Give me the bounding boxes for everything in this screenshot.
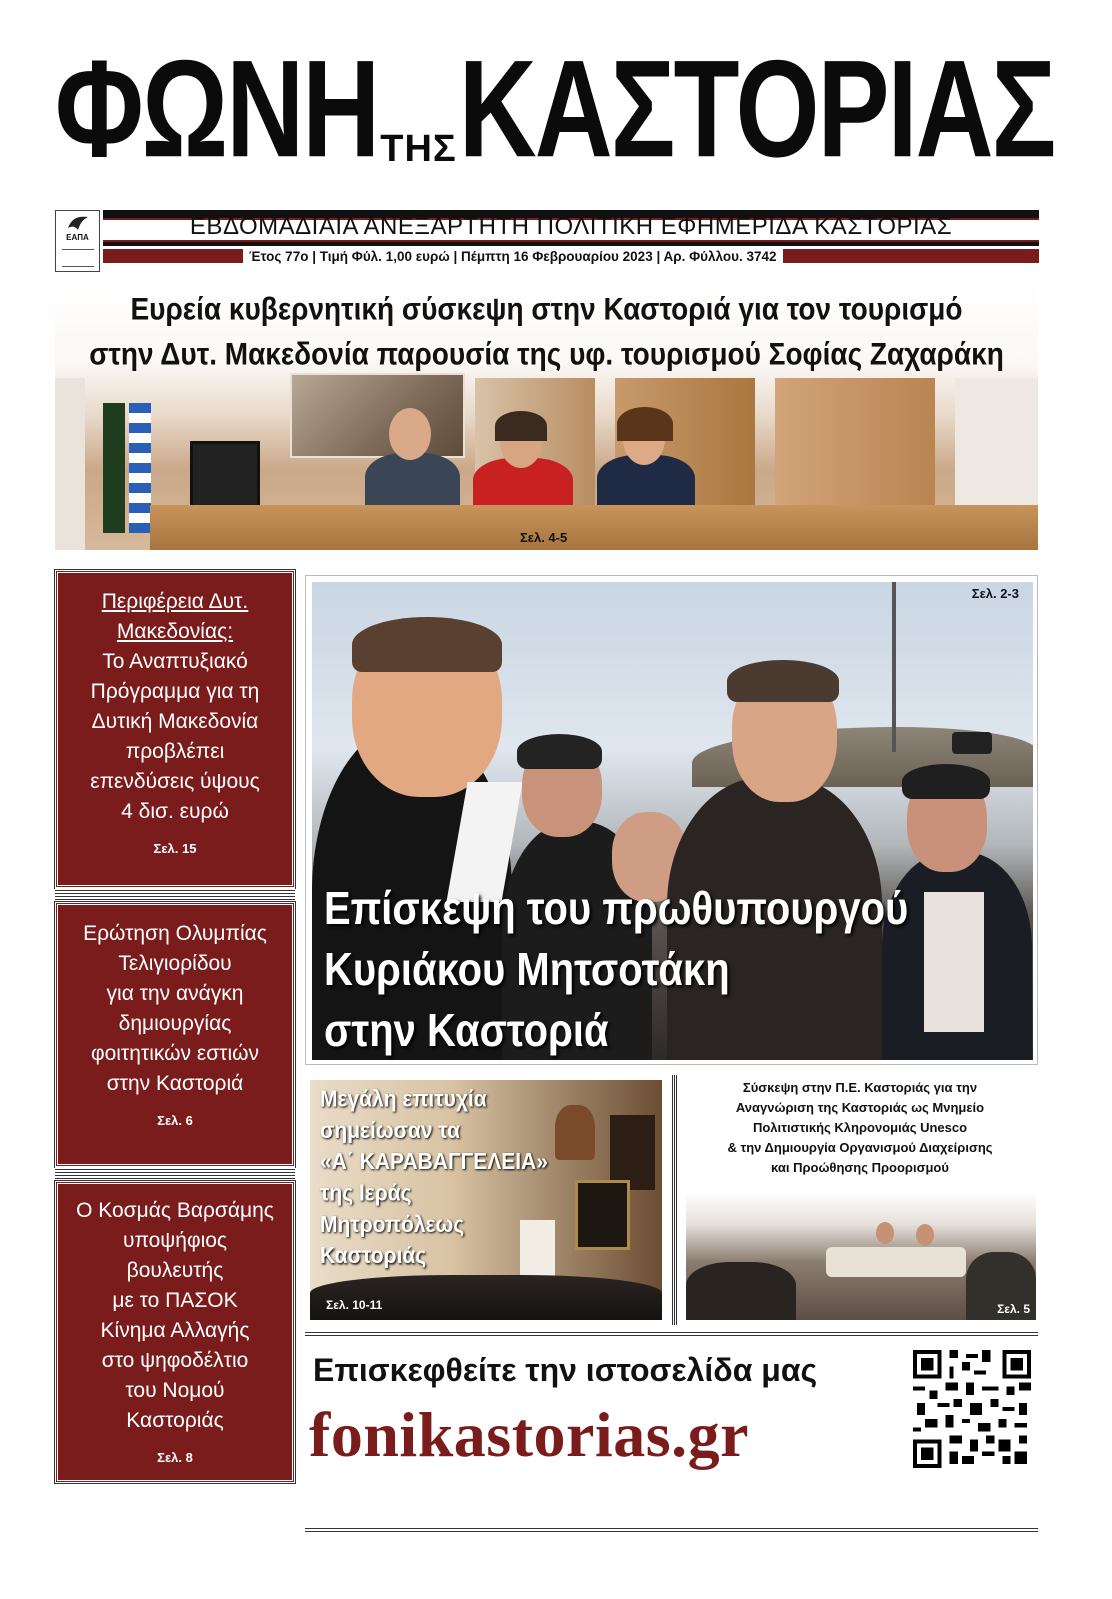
logo-lines [62,249,94,267]
unesco-line-5: και Προώθησης Προορισμού [771,1160,949,1175]
side-story-1-body-line-2: Πρόγραμμα για τη [90,680,260,703]
issue-info: Έτος 77ο | Τιμή Φύλ. 1,00 ευρώ | Πέμπτη 16 Φεβρουαρίου 2023 | Αρ. Φύλλου. 3742 [243,247,783,267]
side-story-3-line-4: με το ΠΑΣΟΚ [112,1289,238,1312]
side-story-3-line-8: Καστοριάς [126,1409,224,1432]
newspaper-masthead [55,30,1055,195]
side-story-2-line-3: για την ανάγκη [106,982,244,1005]
side-story-2-line-6: στην Καστοριά [106,1072,244,1095]
side-story-2-line-5: φοιτητικών εστιών [90,1042,260,1065]
hero-headline-line-2: στην Δυτ. Μακεδονία παρουσία της υφ. τουρισμού Σοφίας Ζαχαράκη [89,336,1004,371]
main-headline-line-1: Επίσκεψη του πρωθυπουργού [324,883,909,935]
side-story-3-line-6: στο ψηφοδέλτιο [101,1349,249,1372]
bird-icon [66,214,90,232]
main-headline-line-3: στην Καστοριά [324,1005,609,1057]
newspaper-subtitle: ΕΒΔΟΜΑΔΙΑΙΑ ΑΝΕΞΑΡΤΗΤΗ ΠΟΛΙΤΙΚΗ ΕΦΗΜΕΡΙΔΑ ΚΑΣΤΟΡΙΑΣ [189,213,953,240]
side-story-telligioridou[interactable] [55,902,295,1167]
subtitle-bar [103,210,1039,246]
karavaggeleia-line-6: Καστοριάς [320,1243,427,1269]
masthead-word-kastorias: ΚΑΣΤΟΡΙΑΣ [458,30,1055,186]
karavaggeleia-headline [320,1084,548,1272]
karavaggeleia-line-1: Μεγάλη επιτυχία [320,1086,487,1112]
hero-page-ref: Σελ. 4-5 [520,530,568,545]
publisher-logo [55,210,100,272]
side-story-3-line-1: Ο Κοσμάς Βαρσάμης [76,1199,274,1222]
column-divider [55,888,295,902]
karavaggeleia-page-ref: Σελ. 10-11 [326,1298,383,1312]
side-story-3-line-2: υποψήφιος [122,1229,228,1252]
side-story-varsamis[interactable] [55,1181,295,1483]
side-story-region[interactable] [55,570,295,888]
unesco-line-3: Πολιτιστικής Κληρονομιάς Unesco [752,1120,968,1135]
karavaggeleia-line-2: σημείωσαν τα [320,1117,461,1144]
karavaggeleia-line-3: «Α΄ ΚΑΡΑΒΑΓΓΕΛΕΙΑ» [320,1148,548,1175]
karavaggeleia-line-4: της Ιεράς [320,1180,412,1207]
issue-info-bar [103,247,1039,267]
monitor [190,441,260,511]
side-story-3-line-7: του Νομού [125,1379,225,1402]
unesco-line-2: Αναγνώριση της Καστοριάς ως Μνημείο [735,1100,985,1115]
unesco-page-ref: Σελ. 5 [997,1302,1030,1316]
side-story-2-line-1: Ερώτηση Ολυμπίας [83,922,267,945]
main-headline-line-2: Κυριάκου Μητσοτάκη [324,944,730,996]
karavaggeleia-line-5: Μητροπόλεως [320,1211,465,1238]
hero-headline [55,287,1038,377]
side-story-1-body-line-5: επενδύσεις ύψους [90,770,260,793]
side-story-1-title-line-1: Περιφέρεια Δυτ. [101,590,249,613]
projection-screen [290,373,465,458]
unesco-line-4: & την Δημιουργία Οργανισμού Διαχείρισης [727,1140,993,1155]
side-story-3-line-5: Κίνημα Αλλαγής [100,1319,250,1342]
side-story-2-page-ref: Σελ. 6 [157,1113,193,1128]
conference-desk [150,505,1038,550]
side-story-1-title-line-2: Μακεδονίας: [116,620,234,643]
column-divider [55,1167,295,1181]
masthead-word-tis: ΤΗΣ [380,128,457,170]
flag [103,403,125,533]
masthead-word-foni: ΦΩΝΗ [55,30,379,186]
main-story-headline [324,879,908,1062]
unesco-story-text[interactable] [690,1078,1030,1178]
website-promo[interactable] [305,1332,1038,1532]
side-story-2-line-4: δημιουργίας [118,1012,232,1035]
hero-story[interactable] [55,283,1038,550]
side-story-1-body-line-4: προβλέπει [125,740,225,763]
website-url[interactable]: fonikastorias.gr [309,1399,749,1470]
side-story-1-body-line-3: Δυτική Μακεδονία [91,710,259,733]
column-divider [672,1075,678,1325]
side-story-1-body-line-6: 4 δισ. ευρώ [121,800,229,823]
main-story[interactable] [305,575,1038,1065]
website-promo-title: Επισκεφθείτε την ιστοσελίδα μας [313,1352,818,1388]
unesco-story-photo[interactable] [686,1192,1036,1320]
unesco-line-1: Σύσκεψη στην Π.Ε. Καστοριάς για την [742,1080,978,1095]
side-story-1-body-line-1: Το Αναπτυξιακό [102,650,248,673]
karavaggeleia-story[interactable] [310,1080,662,1320]
main-story-page-ref: Σελ. 2-3 [971,586,1019,601]
side-story-3-page-ref: Σελ. 8 [157,1450,193,1465]
side-story-1-page-ref: Σελ. 15 [153,841,197,856]
greek-flag [129,403,151,533]
side-story-3-line-3: βουλευτής [126,1259,224,1282]
hero-headline-line-1: Ευρεία κυβερνητική σύσκεψη στην Καστοριά για τον τουρισμό [130,291,963,327]
side-story-2-line-2: Τελιγιορίδου [118,952,232,975]
publisher-logo-text: ΕΑΠΑ [66,233,89,242]
qr-code-icon[interactable] [913,1350,1031,1468]
